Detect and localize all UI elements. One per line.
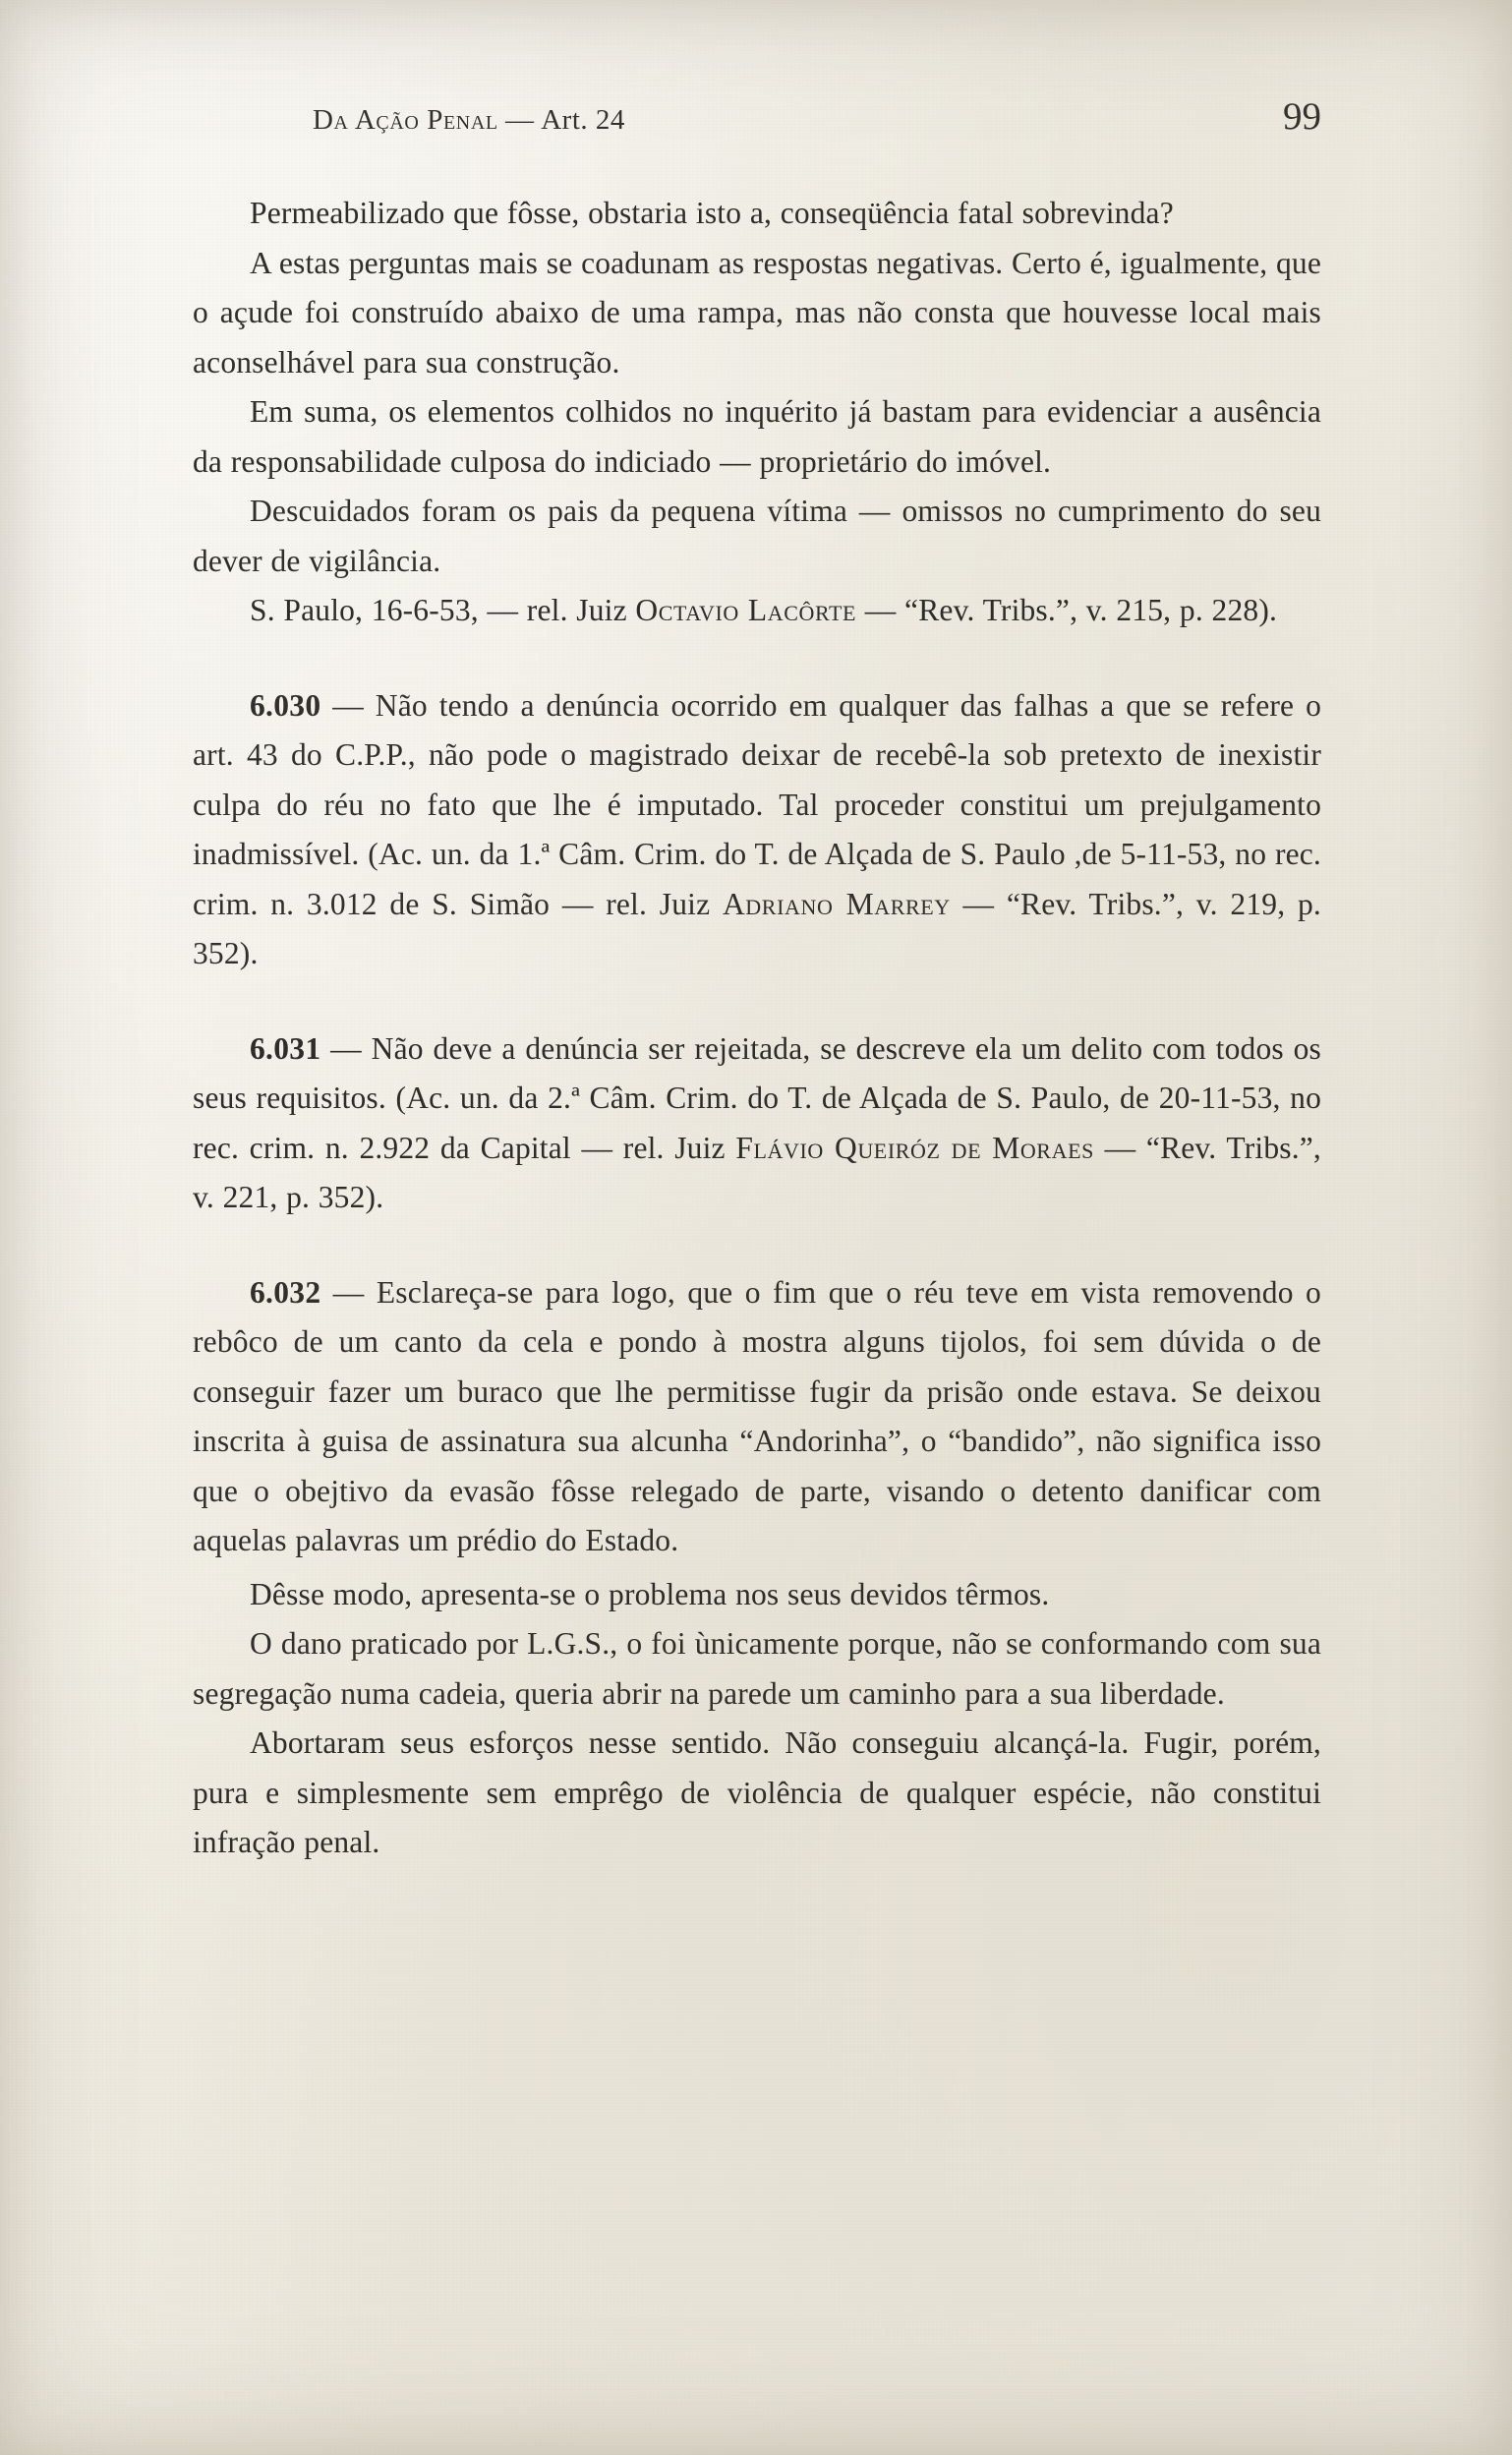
page-content bbox=[193, 94, 1321, 1868]
entry-text-6030: — Não tendo a denúncia ocorrido em qualquer das falhas a que se refere o art. 43 do C.P.P., não pode o magistrado deixar de recebê-la sob pretexto de inexistir culpa do réu no fato que lhe é imputado. Tal proceder constitui um prejulgamento inadmissível. (Ac. un. da 1.ª Câm. Crim. do T. de Alçada de S. Paulo ,de 5-11-53, no rec. crim. n. 3.012 de S. Simão — rel. Juiz bbox=[193, 687, 1321, 921]
entry-number-6031: 6.031 bbox=[250, 1030, 321, 1066]
paragraph-abortaram: Abortaram seus esforços nesse sentido. Não conseguiu alcançá-la. Fugir, porém, pura e simplesmente sem emprêgo de violência de qualquer espécie, não constitui infração penal. bbox=[193, 1725, 1321, 1859]
entry-tail-6030: — “Rev. Tribs.”, v. 219, p. 352). bbox=[193, 886, 1321, 970]
paragraph-em-suma: Em suma, os elementos colhidos no inquérito já bastam para evidenciar a ausência da responsabilidade culposa do indiciado — proprietário do imóvel. bbox=[193, 394, 1321, 479]
running-head-part2: Art. 24 bbox=[541, 104, 625, 136]
paragraph-desse-modo: Dêsse modo, apresenta-se o problema nos seus devidos têrmos. bbox=[250, 1576, 1050, 1611]
entry-text-6032: — Esclareça-se para logo, que o fim que o réu teve em vista removendo o rebôco de um canto da cela e pondo à mostra alguns tijolos, foi sem dúvida o de conseguir fazer um buraco que lhe permitisse fugir da prisão onde estava. Se deixou inscrita à guisa de assinatura sua alcunha “Andorinha”, o “bandido”, não significa isso que o obejtivo da evasão fôsse relegado de parte, visando o detento danificar com aquelas palavras um prédio do Estado. bbox=[193, 1274, 1321, 1557]
running-head-part1: Da Ação Penal bbox=[313, 104, 498, 136]
entry-6030 bbox=[193, 681, 1321, 979]
entry-number-6032: 6.032 bbox=[250, 1274, 321, 1310]
paragraph-descuidados: Descuidados foram os pais da pequena vítima — omissos no cumprimento do seu dever de vigilância. bbox=[193, 494, 1321, 578]
page-body-text bbox=[193, 189, 1321, 1868]
entry-tail-6031: — “Rev. Tribs.”, v. 221, p. 352). bbox=[193, 1130, 1321, 1214]
citation-tail: — “Rev. Tribs.”, v. 215, p. 228). bbox=[856, 593, 1278, 627]
entry-text-6031: — Não deve a denúncia ser rejeitada, se descreve ela um delito com todos os seus requisitos. (Ac. un. da 2.ª Câm. Crim. do T. de Alçada de S. Paulo, de 20-11-53, no rec. crim. n. 2.922 da Capital — rel. Juiz bbox=[193, 1030, 1321, 1165]
judge-name: Octavio Lacôrte bbox=[635, 593, 857, 627]
paragraph-permeabilizado: Permeabilizado que fôsse, obstaria isto a, conseqüência fatal sobrevinda? bbox=[250, 196, 1174, 230]
citation-lead: S. Paulo, 16-6-53, — rel. Juiz bbox=[250, 593, 636, 627]
judge-name-flavio-queiroz: Flávio Queiróz de Moraes bbox=[735, 1130, 1094, 1165]
running-head-dash: — bbox=[497, 104, 542, 136]
running-head bbox=[193, 94, 1321, 167]
judge-name-adriano-marrey: Adriano Marrey bbox=[722, 886, 951, 921]
running-head-title bbox=[313, 104, 625, 137]
entry-6032 bbox=[193, 1268, 1321, 1566]
paragraph-o-dano: O dano praticado por L.G.S., o foi ùnicamente porque, não se conformando com sua segregação numa cadeia, queria abrir na parede um caminho para a sua liberdade. bbox=[193, 1626, 1321, 1711]
page-number: 99 bbox=[1283, 95, 1321, 138]
entry-6031 bbox=[193, 1024, 1321, 1223]
entry-number-6030: 6.030 bbox=[250, 687, 321, 723]
paragraph-estas-perguntas: A estas perguntas mais se coadunam as respostas negativas. Certo é, igualmente, que o açude foi construído abaixo de uma rampa, mas não consta que houvesse local mais aconselhável para sua construção. bbox=[193, 245, 1321, 380]
citation-octavio-lacorte bbox=[193, 586, 1321, 636]
